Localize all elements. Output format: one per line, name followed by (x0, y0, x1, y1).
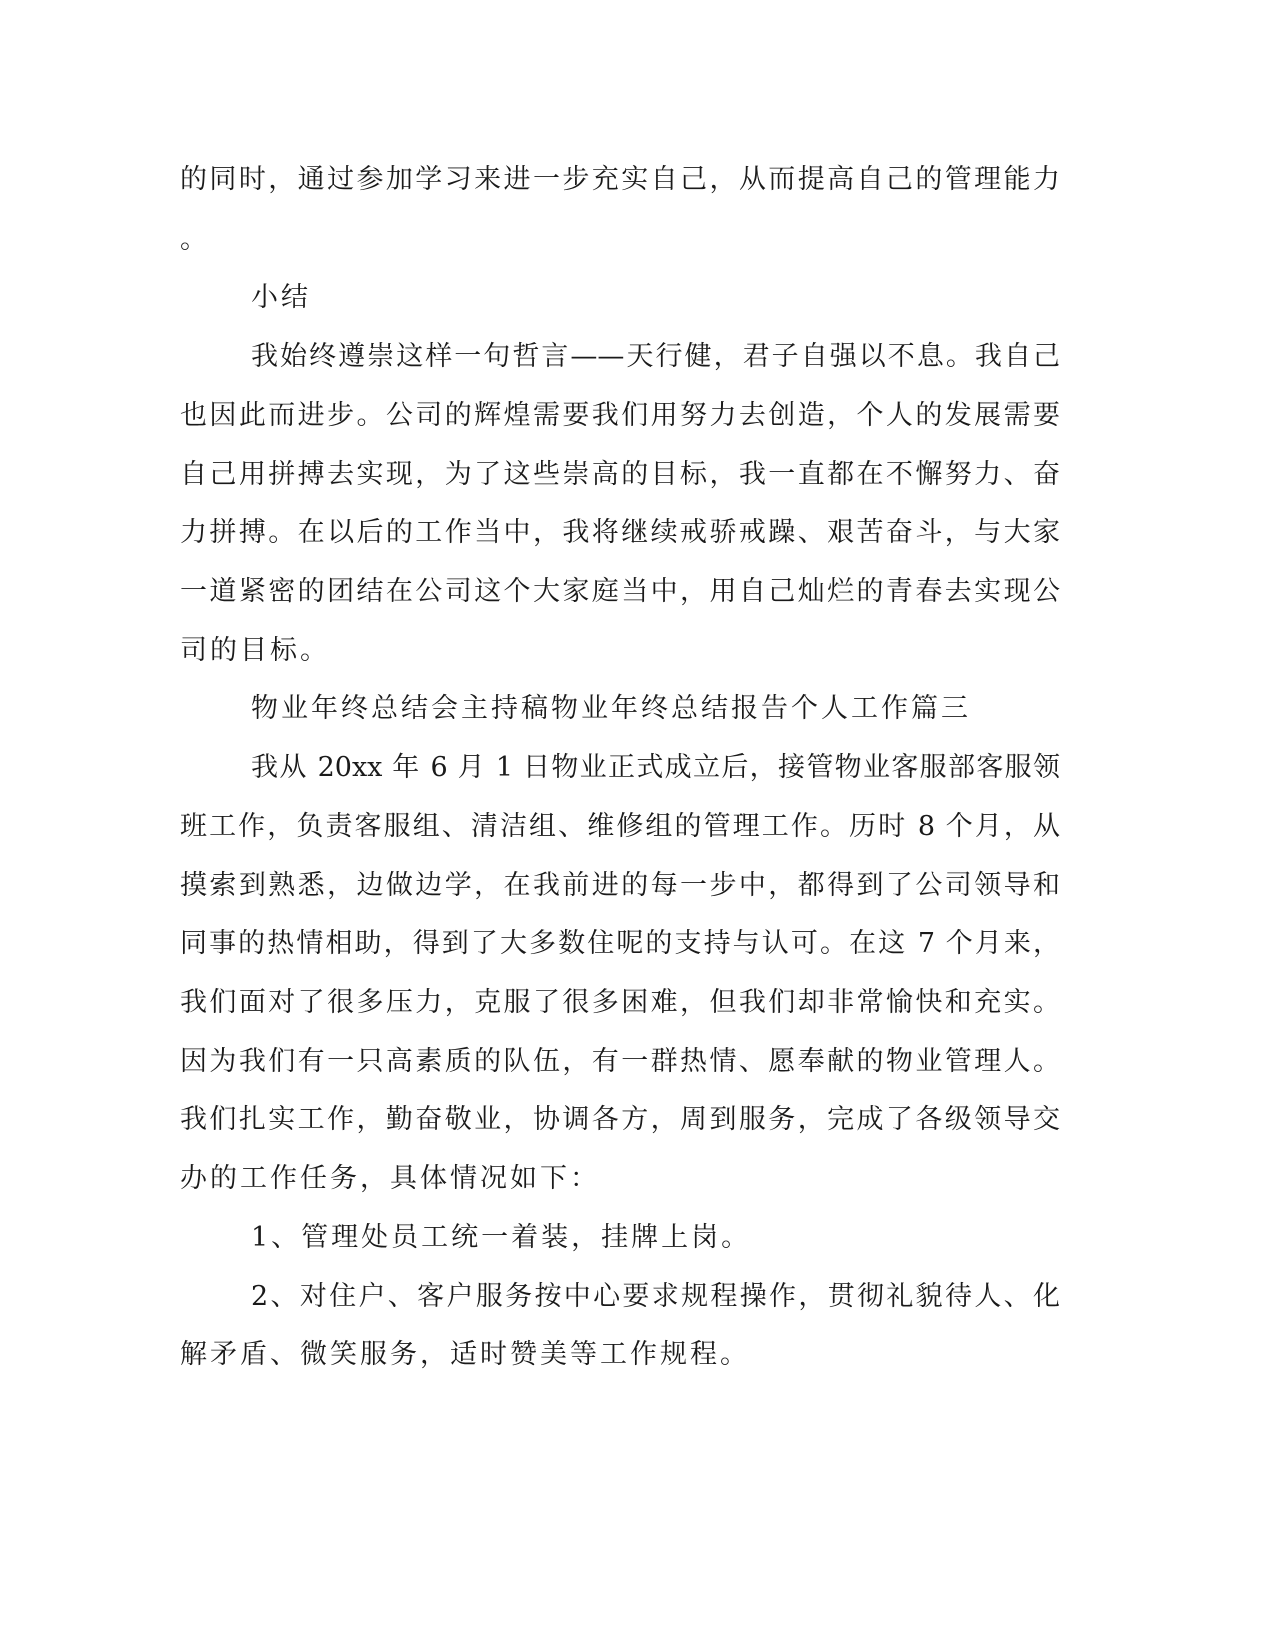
section-heading: 小结 (251, 282, 311, 313)
text-line: 因为我们有一只高素质的队伍，有一群热情、愿奉献的物业管理人。 (180, 1046, 1060, 1077)
section-heading: 物业年终总结会主持稿物业年终总结报告个人工作篇三 (251, 693, 971, 724)
text-line: 解矛盾、微笑服务，适时赞美等工作规程。 (180, 1339, 750, 1370)
text-line: 班工作，负责客服组、清洁组、维修组的管理工作。历时 8 个月，从 (180, 811, 1060, 842)
text-line: 的同时，通过参加学习来进一步充实自己，从而提高自己的管理能力 (180, 164, 1060, 195)
text-line: 摸索到熟悉，边做边学，在我前进的每一步中，都得到了公司领导和 (180, 870, 1060, 901)
text-line: 力拼搏。在以后的工作当中，我将继续戒骄戒躁、艰苦奋斗，与大家 (180, 517, 1060, 548)
text-line: 我始终遵崇这样一句哲言——天行健，君子自强以不息。我自己 (251, 341, 1060, 372)
text-line: 。 (180, 224, 210, 255)
list-item: 1、管理处员工统一着装，挂牌上岗。 (251, 1222, 752, 1253)
text-line: 我们面对了很多压力，克服了很多困难，但我们却非常愉快和充实。 (180, 987, 1060, 1018)
text-line: 我们扎实工作，勤奋敬业，协调各方，周到服务，完成了各级领导交 (180, 1104, 1060, 1135)
text-line: 我从 20xx 年 6 月 1 日物业正式成立后，接管物业客服部客服领 (251, 752, 1060, 783)
list-item: 2、对住户、客户服务按中心要求规程操作，贯彻礼貌待人、化 (251, 1281, 1060, 1312)
text-line: 一道紧密的团结在公司这个大家庭当中，用自己灿烂的青春去实现公 (180, 576, 1060, 607)
text-line: 办的工作任务，具体情况如下： (180, 1163, 600, 1194)
text-line: 同事的热情相助，得到了大多数住呢的支持与认可。在这 7 个月来， (180, 928, 1060, 959)
text-line: 也因此而进步。公司的辉煌需要我们用努力去创造，个人的发展需要 (180, 400, 1060, 431)
text-line: 自己用拼搏去实现，为了这些崇高的目标，我一直都在不懈努力、奋 (180, 459, 1060, 490)
text-line: 司的目标。 (180, 635, 330, 666)
